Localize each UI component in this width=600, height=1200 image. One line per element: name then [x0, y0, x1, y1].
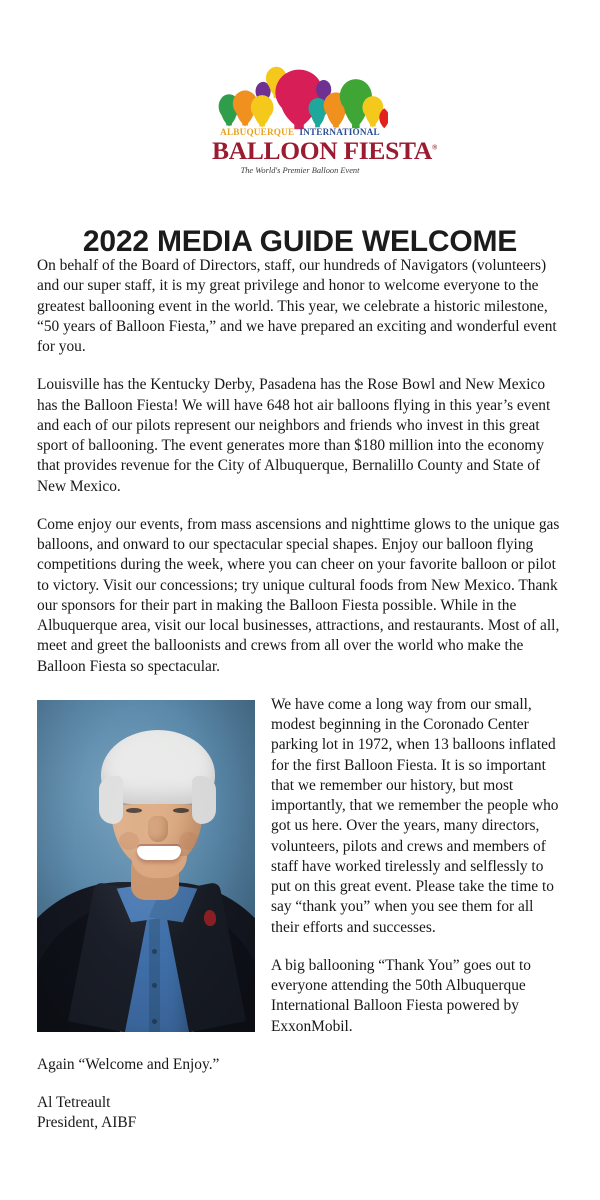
logo-inner	[212, 62, 437, 180]
logo-wordmark-row-main	[212, 136, 437, 166]
balloon-shapes	[219, 67, 388, 129]
logo-wordmark	[212, 127, 437, 175]
registered-mark: ®	[431, 143, 437, 152]
paragraph-1: On behalf of the Board of Directors, staff, our hundreds of Navigators (volunteers) and our super staff, it is my great privilege and honor to welcome everyone to the greatest ballooning event in the world. This year, we celebrate a historic milestone, “50 years of Balloon Fiesta,” and we have prepared an exciting and wonderful event for you.	[37, 257, 557, 355]
page-title: 2022 MEDIA GUIDE WELCOME	[82, 225, 518, 259]
paragraph-3: Come enjoy our events, from mass ascensions and nighttime glows to the unique gas balloons, and onward to our spectacular special shapes. Enjoy our balloon flying competitions during the week, where you can cheer on your favorite balloon or pilot to victory. Visit our concessions; try unique cultural foods from New Mexico. Thank our sponsors for their part in making the Balloon Fiesta possible. While in the Albuquerque area, visit our local businesses, attractions, and restaurants. Most of all, meet and greet the balloonists and crews from all over the world who make the Balloon Fiesta so spectacular.	[37, 515, 560, 675]
logo-tagline: The World's Premier Balloon Event	[240, 165, 360, 175]
logo-word-international: INTERNATIONAL	[299, 127, 380, 137]
paragraph-2: Louisville has the Kentucky Derby, Pasadena has the Rose Bowl and New Mexico has the Balloon Fiesta! We will have 648 hot air balloons flying in this year’s event and each of our pilots represent our neighbors and friends who invest in this great sport of ballooning. The event generates more than $180 million into the economy that provides revenue for the City of Albuquerque, Bernalillo County and State of New Mexico.	[37, 376, 551, 495]
logo-word-albuquerque: ALBUQUERQUE	[220, 127, 295, 137]
welcome-letter-body	[37, 256, 564, 1152]
logo-word-fiesta: FIESTA	[343, 136, 432, 166]
portrait-photo-al-tetreault	[37, 700, 255, 1032]
signature-name: Al Tetreault	[37, 1094, 111, 1111]
balloon-fiesta-logo	[0, 62, 600, 185]
balloon-cluster-icon	[212, 62, 388, 134]
paragraph-5: A big ballooning “Thank You” goes out to everyone attending the 50th Albuquerque International Balloon Fiesta powered by ExxonMobil.	[271, 956, 531, 1035]
logo-word-balloon: BALLOON	[212, 136, 338, 166]
paragraph-6: Again “Welcome and Enjoy.”	[37, 1055, 220, 1073]
portrait-vignette	[37, 700, 255, 1032]
signature-role: President, AIBF	[37, 1114, 137, 1132]
paragraph-4: We have come a long way from our small, modest beginning in the Coronado Center parking lot in 1972, when 13 balloons inflated for the first Balloon Fiesta. It is so important that we remember our history, but most importantly, that we remember the people who got us here. Over the years, many directors, volunteers, pilots and crews and members of staff have worked tirelessly and selflessly to put on this great event. Please take the time to say “thank you” when you see them for all their efforts and successes.	[271, 695, 559, 936]
